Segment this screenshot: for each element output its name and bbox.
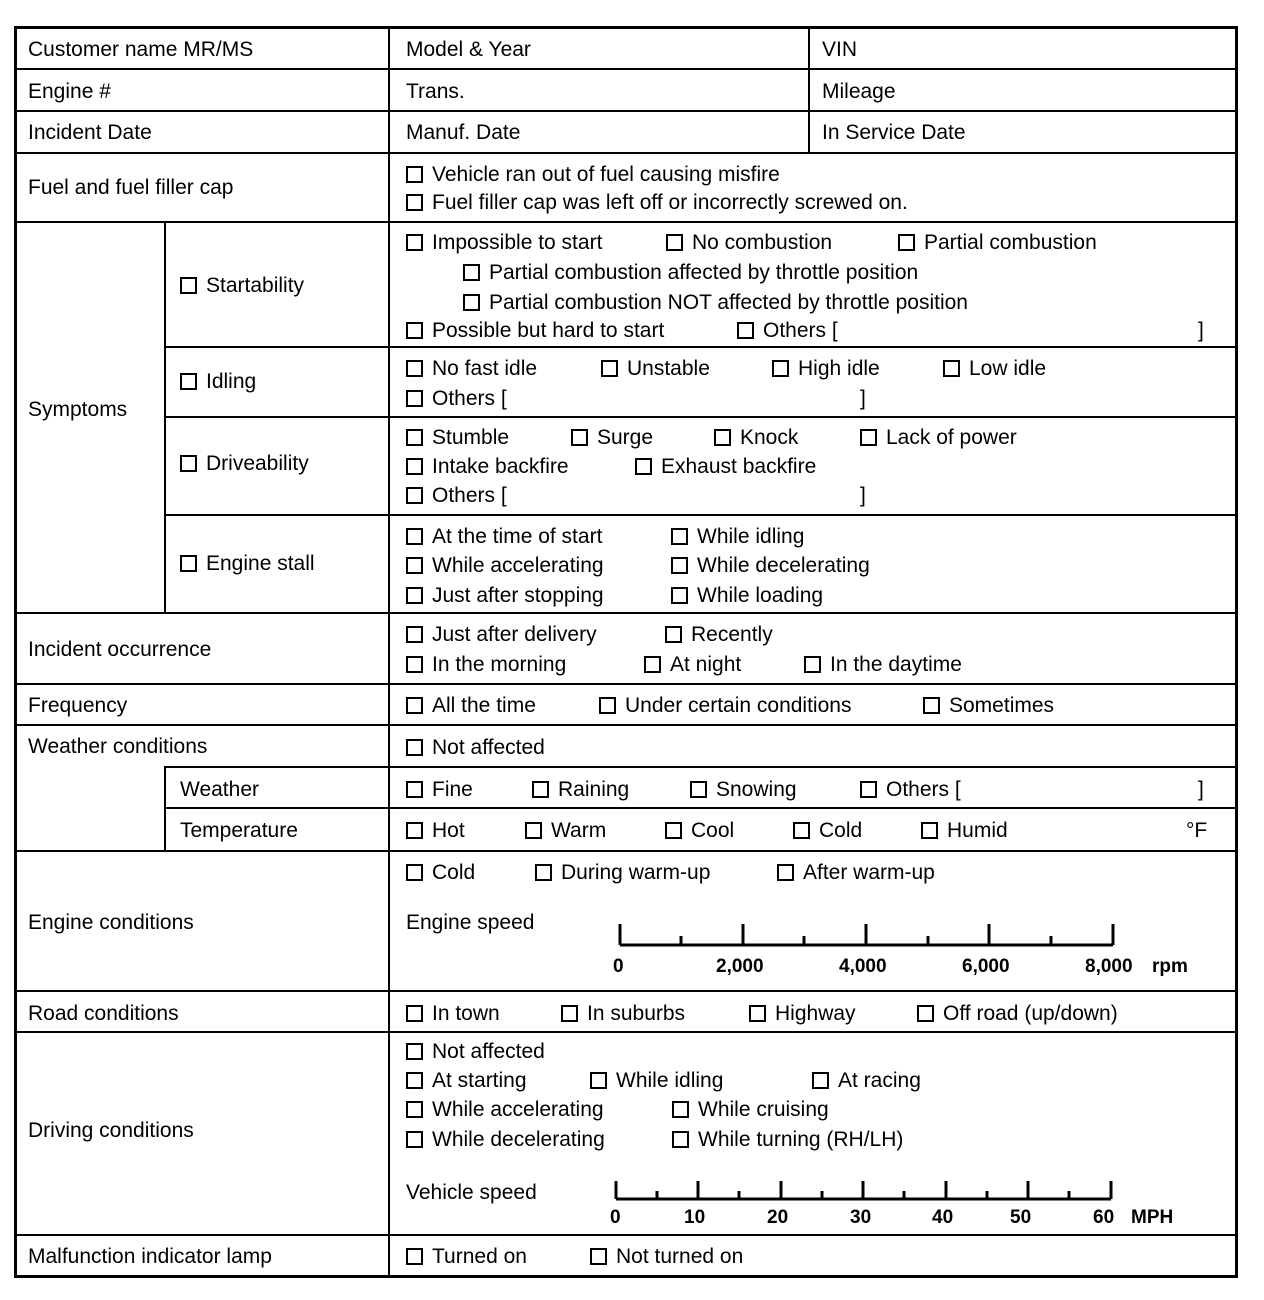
checkbox-label: While loading [697,584,824,607]
road-conditions-label: Road conditions [28,1002,179,1025]
checkbox-label: At racing [838,1069,921,1092]
checkbox-label: Fine [432,778,473,801]
rule [16,221,1235,223]
checkbox-label: At night [670,653,742,676]
checkbox-label: Unstable [627,357,710,380]
bracket-close: ] [860,387,866,410]
mil-turned-on-checkbox[interactable] [406,1244,527,1270]
manuf-date-label: Manuf. Date [406,121,521,144]
rule [808,28,810,152]
checkbox-label: Vehicle ran out of fuel causing misfire [432,163,780,186]
unstable-checkbox[interactable] [601,356,710,382]
rule [16,68,1235,70]
checkbox-label: Surge [597,426,654,449]
idling-checkbox[interactable] [180,369,256,395]
just-after-delivery-checkbox[interactable] [406,622,597,648]
checkbox-box [463,264,480,281]
checkbox-label: Low idle [969,357,1047,380]
engine-speed-tick-label: 2,000 [716,956,764,977]
checkbox-box [406,1072,423,1089]
weather-not-affected-checkbox[interactable] [406,735,545,761]
checkbox-label: Hot [432,819,465,842]
engine-speed-unit: rpm [1152,956,1188,977]
checkbox-label: During warm-up [561,861,711,884]
checkbox-box [406,557,423,574]
checkbox-label: Not affected [432,1040,545,1063]
bracket-close: ] [1198,319,1204,342]
bracket-close: ] [1198,778,1204,801]
checkbox-label: Exhaust backfire [661,455,817,478]
checkbox-label: Cold [819,819,863,842]
checkbox-label: Others [ [886,778,961,801]
mil-not-turned-on-checkbox[interactable] [590,1244,743,1270]
checkbox-box [406,458,423,475]
stumble-checkbox[interactable] [406,425,509,451]
engine-speed-label: Engine speed [406,911,535,934]
weather-label: Weather [180,778,259,801]
checkbox-label: Just after delivery [432,623,597,646]
checkbox-label: While accelerating [432,554,604,577]
engine-speed-tick-label: 8,000 [1085,956,1133,977]
checkbox-label: Not turned on [616,1245,744,1268]
checkbox-box [943,360,960,377]
checkbox-label: Just after stopping [432,584,604,607]
checkbox-label: Raining [558,778,630,801]
checkbox-label: Idling [206,370,257,393]
checkbox-box [406,1248,423,1265]
checkbox-box [665,626,682,643]
driving-while-idling-checkbox[interactable] [590,1068,723,1094]
engine-speed-scale [610,920,1110,950]
checkbox-box [406,487,423,504]
temperature-label: Temperature [180,819,298,842]
checkbox-box [180,277,197,294]
hot-checkbox[interactable] [406,818,465,844]
checkbox-label: Highway [775,1002,856,1025]
warm-checkbox[interactable] [525,818,606,844]
rule [16,612,1235,614]
high-idle-checkbox[interactable] [772,356,880,382]
checkbox-label: All the time [432,694,536,717]
checkbox-label: While idling [616,1069,724,1092]
vehicle-speed-tick-label: 60 [1093,1207,1115,1228]
checkbox-label: While cruising [698,1098,829,1121]
checkbox-box [921,822,938,839]
rule [165,346,1235,348]
rule [16,850,1235,852]
rule [165,766,1235,768]
checkbox-label: Startability [206,274,305,297]
engine-speed-tick-label: 0 [613,956,624,977]
raining-checkbox[interactable] [532,777,629,803]
checkbox-box [406,528,423,545]
checkbox-box [406,739,423,756]
exhaust-backfire-checkbox[interactable] [635,454,816,480]
checkbox-box [406,697,423,714]
fuel-label: Fuel and fuel filler cap [28,176,234,199]
engine-cold-checkbox[interactable] [406,860,475,886]
at-racing-checkbox[interactable] [812,1068,921,1094]
checkbox-label: Possible but hard to start [432,319,665,342]
checkbox-label: At starting [432,1069,527,1092]
hard-to-start-checkbox[interactable] [406,318,664,344]
checkbox-box [644,656,661,673]
bracket-close: ] [860,484,866,507]
checkbox-label: While turning (RH/LH) [698,1128,904,1151]
stall-accelerating-checkbox[interactable] [406,553,604,579]
rule [16,110,1235,112]
cold-checkbox[interactable] [793,818,862,844]
checkbox-box [532,781,549,798]
checkbox-box [672,1101,689,1118]
engine-number-label: Engine # [28,80,111,103]
checkbox-label: Intake backfire [432,455,569,478]
startability-others-checkbox[interactable] [737,318,838,344]
rule [164,221,166,612]
checkbox-box [671,528,688,545]
checkbox-label: While decelerating [697,554,870,577]
checkbox-box [749,1005,766,1022]
checkbox-box [898,234,915,251]
frequency-label: Frequency [28,694,128,717]
checkbox-box [590,1248,607,1265]
checkbox-box [406,587,423,604]
checkbox-label: Snowing [716,778,797,801]
stall-while-idling-checkbox[interactable] [671,524,804,550]
vehicle-speed-scale [606,1178,1116,1202]
checkbox-label: At the time of start [432,525,603,548]
checkbox-label: Fuel filler cap was left off or incorrectly screwed on. [432,191,908,214]
fuel-ran-out-checkbox[interactable] [406,162,780,188]
low-idle-checkbox[interactable] [943,356,1046,382]
in-town-checkbox[interactable] [406,1001,500,1027]
sometimes-checkbox[interactable] [923,693,1054,719]
checkbox-box [561,1005,578,1022]
checkbox-label: Partial combustion [924,231,1097,254]
weather-conditions-label: Weather conditions [28,735,208,758]
no-fast-idle-checkbox[interactable] [406,356,537,382]
checkbox-label: Humid [947,819,1008,842]
checkbox-box [406,656,423,673]
checkbox-box [406,864,423,881]
rule [165,807,1235,809]
driving-decelerating-checkbox[interactable] [406,1127,605,1153]
idling-others-checkbox[interactable] [406,386,507,412]
checkbox-box [535,864,552,881]
checkbox-label: While accelerating [432,1098,604,1121]
stall-decelerating-checkbox[interactable] [671,553,870,579]
checkbox-box [714,429,731,446]
checkbox-label: Under certain conditions [625,694,852,717]
checkbox-box [860,429,877,446]
mileage-label: Mileage [822,80,896,103]
checkbox-label: After warm-up [803,861,935,884]
rule [16,1234,1235,1236]
checkbox-box [180,455,197,472]
checkbox-box [923,697,940,714]
rule [16,683,1235,685]
vin-label: VIN [822,38,858,61]
checkbox-box [406,360,423,377]
checkbox-box [804,656,821,673]
checkbox-label: Recently [691,623,773,646]
checkbox-label: Lack of power [886,426,1017,449]
vehicle-speed-tick-label: 10 [684,1207,706,1228]
checkbox-box [406,429,423,446]
checkbox-box [599,697,616,714]
fine-checkbox[interactable] [406,777,473,803]
rule [388,28,390,1276]
incident-occurrence-label: Incident occurrence [28,638,212,661]
temperature-unit: °F [1186,819,1208,842]
model-year-label: Model & Year [406,38,531,61]
checkbox-box [406,781,423,798]
vehicle-speed-tick-label: 20 [767,1207,789,1228]
checkbox-box [180,555,197,572]
checkbox-label: While decelerating [432,1128,605,1151]
customer-name-label: Customer name MR/MS [28,38,254,61]
driveability-others-checkbox[interactable] [406,483,507,509]
checkbox-label: Partial combustion affected by throttle position [489,261,919,284]
checkbox-label: Driveability [206,452,309,475]
checkbox-box [180,373,197,390]
checkbox-box [590,1072,607,1089]
highway-checkbox[interactable] [749,1001,856,1027]
impossible-to-start-checkbox[interactable] [406,230,602,256]
weather-others-checkbox[interactable] [860,777,961,803]
in-the-daytime-checkbox[interactable] [804,652,962,678]
checkbox-label: Others [ [432,484,507,507]
under-certain-conditions-checkbox[interactable] [599,693,851,719]
surge-checkbox[interactable] [571,425,653,451]
checkbox-label: Not affected [432,736,545,759]
checkbox-label: In the daytime [830,653,962,676]
partial-not-affected-checkbox[interactable] [463,290,968,316]
checkbox-box [860,781,877,798]
checkbox-label: Engine stall [206,552,315,575]
engine-stall-checkbox[interactable] [180,551,315,577]
checkbox-box [463,294,480,311]
checkbox-label: In town [432,1002,500,1025]
checkbox-box [665,822,682,839]
intake-backfire-checkbox[interactable] [406,454,569,480]
checkbox-box [672,1131,689,1148]
knock-checkbox[interactable] [714,425,798,451]
lack-of-power-checkbox[interactable] [860,425,1017,451]
no-combustion-checkbox[interactable] [666,230,832,256]
while-cruising-checkbox[interactable] [672,1097,829,1123]
checkbox-box [406,1043,423,1060]
checkbox-box [406,1101,423,1118]
checkbox-box [635,458,652,475]
driveability-checkbox[interactable] [180,451,309,477]
checkbox-box [671,557,688,574]
rule [16,724,1235,726]
checkbox-box [777,864,794,881]
at-starting-checkbox[interactable] [406,1068,527,1094]
stall-loading-checkbox[interactable] [671,583,823,609]
engine-conditions-label: Engine conditions [28,911,194,934]
engine-speed-tick-label: 4,000 [839,956,887,977]
checkbox-label: Cool [691,819,735,842]
checkbox-label: No combustion [692,231,833,254]
incident-date-label: Incident Date [28,121,152,144]
driving-accelerating-checkbox[interactable] [406,1097,604,1123]
checkbox-label: Others [ [432,387,507,410]
vehicle-speed-label: Vehicle speed [406,1181,537,1204]
checkbox-label: In the morning [432,653,567,676]
humid-checkbox[interactable] [921,818,1008,844]
checkbox-label: Impossible to start [432,231,603,254]
checkbox-box [812,1072,829,1089]
all-the-time-checkbox[interactable] [406,693,536,719]
stall-after-stopping-checkbox[interactable] [406,583,604,609]
stall-at-start-checkbox[interactable] [406,524,602,550]
checkbox-box [406,1131,423,1148]
checkbox-label: Knock [740,426,799,449]
checkbox-label: No fast idle [432,357,538,380]
driving-not-affected-checkbox[interactable] [406,1039,545,1065]
trans-label: Trans. [406,80,465,103]
rule [16,1031,1235,1033]
checkbox-box [737,322,754,339]
driving-conditions-label: Driving conditions [28,1119,194,1142]
rule [165,514,1235,516]
vehicle-speed-tick-label: 0 [610,1207,621,1228]
rule [16,152,1235,154]
partial-combustion-checkbox[interactable] [898,230,1097,256]
checkbox-label: Off road (up/down) [943,1002,1118,1025]
checkbox-box [525,822,542,839]
checkbox-box [917,1005,934,1022]
checkbox-box [793,822,810,839]
checkbox-box [406,322,423,339]
vehicle-speed-tick-label: 40 [932,1207,954,1228]
snowing-checkbox[interactable] [690,777,797,803]
checkbox-label: Stumble [432,426,510,449]
checkbox-box [571,429,588,446]
checkbox-box [406,1005,423,1022]
recently-checkbox[interactable] [665,622,773,648]
checkbox-box [671,587,688,604]
at-night-checkbox[interactable] [644,652,741,678]
off-road-checkbox[interactable] [917,1001,1118,1027]
checkbox-box [406,390,423,407]
startability-checkbox[interactable] [180,273,304,299]
checkbox-label: Warm [551,819,607,842]
checkbox-label: Turned on [432,1245,527,1268]
checkbox-label: Cold [432,861,476,884]
checkbox-label: Others [ [763,319,838,342]
checkbox-box [406,166,423,183]
checkbox-box [690,781,707,798]
in-the-morning-checkbox[interactable] [406,652,566,678]
symptoms-label: Symptoms [28,398,128,421]
checkbox-label: In suburbs [587,1002,686,1025]
checkbox-label: While idling [697,525,805,548]
engine-speed-tick-label: 6,000 [962,956,1010,977]
after-warm-up-checkbox[interactable] [777,860,935,886]
checkbox-label: High idle [798,357,880,380]
vehicle-speed-tick-label: 30 [850,1207,872,1228]
fuel-cap-left-off-checkbox[interactable] [406,190,908,216]
checkbox-label: Sometimes [949,694,1055,717]
checkbox-box [601,360,618,377]
while-turning-checkbox[interactable] [672,1127,903,1153]
cool-checkbox[interactable] [665,818,734,844]
vehicle-speed-unit: MPH [1131,1207,1174,1228]
during-warm-up-checkbox[interactable] [535,860,710,886]
rule [164,766,166,850]
checkbox-box [666,234,683,251]
in-suburbs-checkbox[interactable] [561,1001,685,1027]
rule [165,416,1235,418]
checkbox-label: Partial combustion NOT affected by throttle position [489,291,968,314]
in-service-date-label: In Service Date [822,121,966,144]
checkbox-box [406,626,423,643]
checkbox-box [772,360,789,377]
mil-label: Malfunction indicator lamp [28,1245,272,1268]
checkbox-box [406,822,423,839]
checkbox-box [406,194,423,211]
checkbox-box [406,234,423,251]
vehicle-speed-tick-label: 50 [1010,1207,1032,1228]
partial-affected-checkbox[interactable] [463,260,918,286]
rule [16,990,1235,992]
